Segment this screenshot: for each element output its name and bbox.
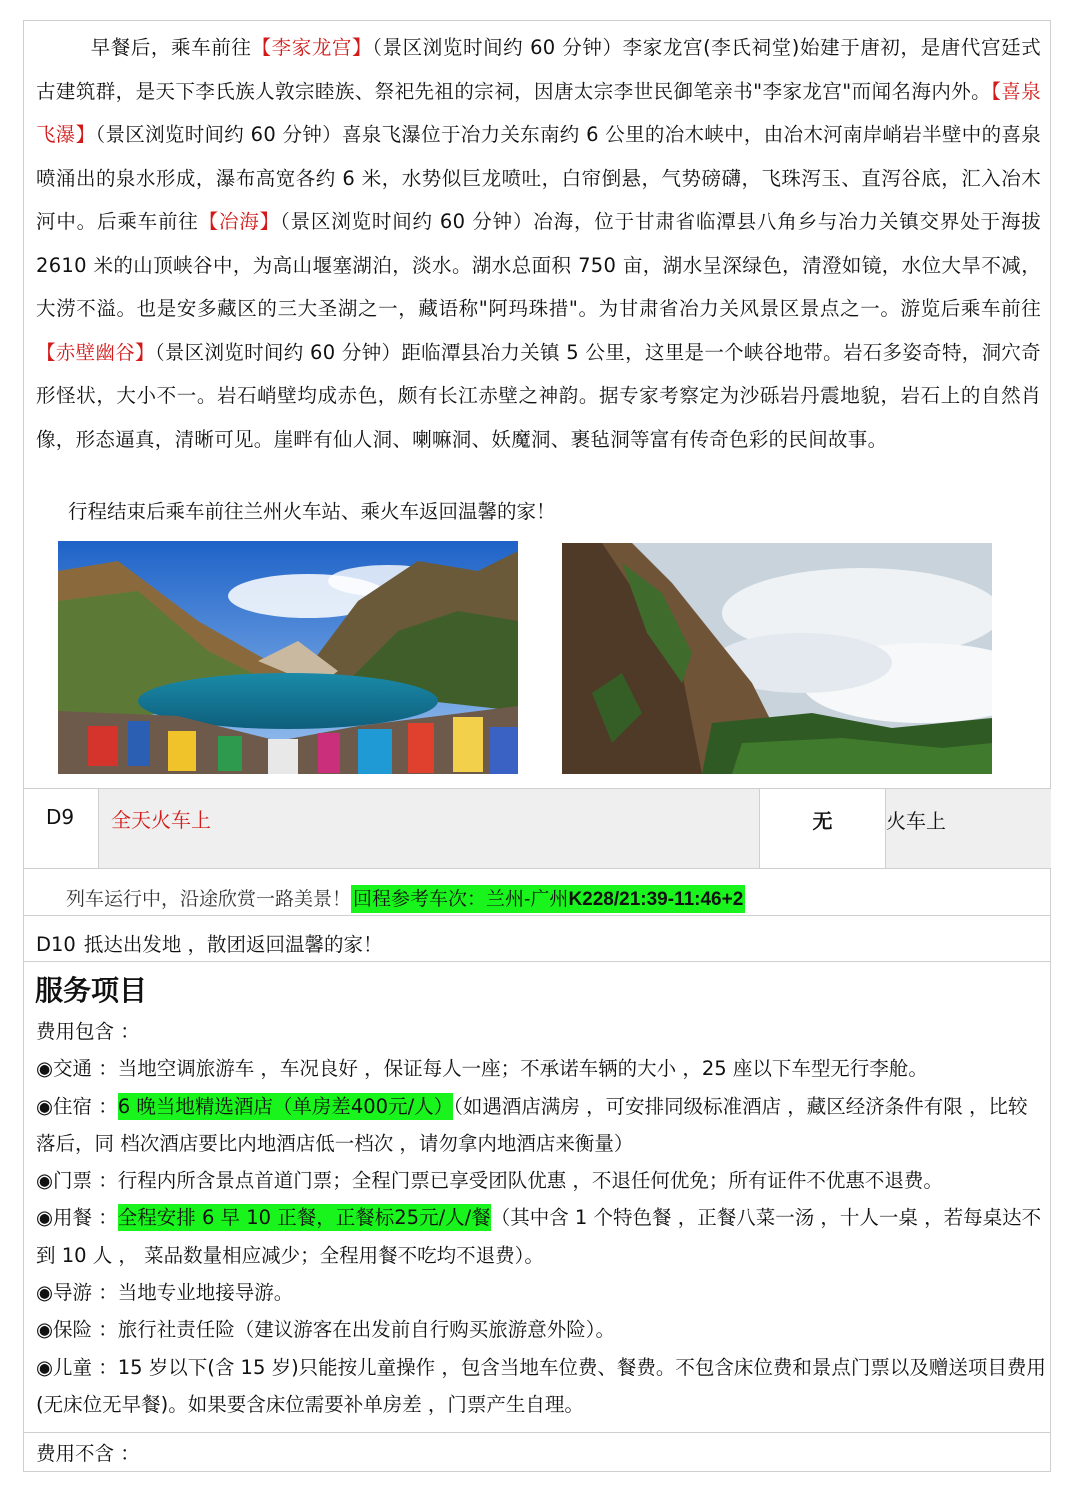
bullet-icon: ◉ bbox=[36, 1169, 54, 1193]
meals-highlight: 全程安排 6 早 10 正餐，正餐标25元/人/餐 bbox=[117, 1206, 491, 1230]
lake-photo-illustration bbox=[58, 541, 518, 774]
itinerary-paragraph bbox=[36, 26, 1041, 461]
service-text: ：当地空调旅游车 ，车况良好 ，保证每人一座；不承诺车辆的大小 ，25 座以下车型无行李舱。 bbox=[98, 1057, 928, 1081]
paragraph-text: （景区浏览时间约 60 分钟）冶海，位于甘肃省临潭县八角乡与冶力关镇交界处于海拔 2610 米的山顶峡谷中，为高山堰塞湖泊，淡水。湖水总面积 750 亩，湖水呈深绿色，清澄如镜，水位大旱不减，大涝不溢。也是安多藏区的三大圣湖之一，藏语称"阿玛珠措"。为甘肃省冶力关风景区景点之一。游览后乘车前往 bbox=[36, 210, 1042, 320]
canyon-photo-illustration bbox=[562, 543, 992, 774]
service-label: 导游 bbox=[53, 1281, 93, 1305]
bullet-icon: ◉ bbox=[36, 1206, 54, 1230]
service-separator: ： bbox=[98, 1094, 118, 1118]
bullet-icon: ◉ bbox=[36, 1281, 54, 1305]
service-insurance bbox=[36, 1311, 1046, 1348]
day-activity: 全天火车上 bbox=[98, 789, 759, 868]
train-reference-label: 回程参考车次：兰州-广州 bbox=[353, 888, 569, 910]
service-text: ：旅行社责任险（建议游客在出发前自行购买旅游意外险）。 bbox=[98, 1318, 615, 1342]
service-guide bbox=[36, 1274, 1046, 1311]
service-text: ：行程内所含景点首道门票；全程门票已享受团队优惠 ，不退任何优免；所有证件不优惠不退费。 bbox=[98, 1169, 943, 1193]
day-10-row bbox=[36, 929, 383, 957]
service-meals bbox=[36, 1199, 1046, 1274]
excluded-label: 费用不含 ： bbox=[36, 1442, 140, 1465]
itinerary-description bbox=[36, 26, 1041, 461]
lake-photo bbox=[58, 541, 518, 774]
paragraph-text: （景区浏览时间约 60 分钟）喜泉飞瀑位于冶力关东南约 6 公里的冶木峡中，由冶木河南岸峭岩半壁中的喜泉喷涌出的泉水形成，瀑布高宽各约 6 米，水势似巨龙喷吐，白帘倒悬，气势磅礴，飞珠泻玉、直泻谷底，汇入冶木河中。后乘车前往 bbox=[36, 123, 1041, 233]
day-label: D10 bbox=[36, 933, 76, 956]
bullet-icon: ◉ bbox=[36, 1355, 54, 1379]
service-text: ：15 岁以下(含 15 岁)只能按儿童操作 ，包含当地车位费、餐费。不包含床位费和景点门票以及赠送项目费用(无床位无早餐)。如果要含床位需要补单房差 ，门票产生自理。 bbox=[36, 1355, 1046, 1416]
service-separator: ： bbox=[98, 1206, 118, 1230]
divider bbox=[23, 961, 1051, 962]
day-lodging: 火车上 bbox=[885, 789, 1051, 868]
service-text: （如遇酒店满房 ，可安排同级标准酒店 ，藏区经济条件有限 ，比较落后，同 档次酒店要比内地酒店低一档次 ，请勿拿内地酒店来衡量） bbox=[36, 1094, 1028, 1155]
included-label: 费用包含 ： bbox=[36, 1020, 140, 1043]
canyon-photo bbox=[562, 543, 992, 774]
lodging-highlight: 6 晚当地精选酒店（单房差400元/人） bbox=[117, 1094, 454, 1118]
train-reference-highlight bbox=[351, 885, 745, 913]
day-meals: 无 bbox=[759, 789, 885, 868]
service-label: 保险 bbox=[53, 1318, 93, 1342]
services-title: 服务项目 bbox=[35, 974, 148, 1007]
day-9-row bbox=[23, 788, 1051, 869]
paragraph-text: （景区浏览时间约 60 分钟）距临潭县冶力关镇 5 公里，这里是一个峡谷地带。岩石多姿奇特，洞穴奇形怪状，大小不一。岩石峭壁均成赤色，颇有长江赤壁之神韵。据专家考察定为沙砾岩丹震地貌，岩石上的自然肖像，形态逼真，清晰可见。崖畔有仙人洞、喇嘛洞、妖魔洞、裹毡洞等富有传奇色彩的民间故事。 bbox=[36, 340, 1041, 451]
service-label: 住宿 bbox=[53, 1094, 93, 1118]
divider bbox=[23, 915, 1051, 916]
day-activity: 抵达出发地 ，散团返回温馨的家！ bbox=[83, 933, 383, 956]
train-code: K228/21:39-11:46+2 bbox=[568, 889, 744, 910]
return-train-info bbox=[66, 884, 745, 911]
paragraph-text: 早餐后，乘车前往 bbox=[90, 36, 252, 59]
service-tickets bbox=[36, 1162, 1046, 1199]
bullet-icon: ◉ bbox=[36, 1318, 54, 1342]
paragraph-text: （景区浏览时间约 60 分钟）李家龙宫(李氏祠堂)始建于唐初，是唐代宫廷式古建筑群，是天下李氏族人敦宗睦族、祭祀先祖的宗祠，因唐太宗李世民御笔亲书"李家龙宫"而闻名海内外。 bbox=[36, 36, 1041, 103]
service-label: 交通 bbox=[53, 1057, 93, 1081]
service-transport bbox=[36, 1050, 1046, 1087]
service-children bbox=[36, 1349, 1046, 1424]
services-included bbox=[36, 1013, 1046, 1423]
closing-line: 行程结束后乘车前往兰州火车站、乘火车返回温馨的家！ bbox=[68, 500, 556, 523]
service-text: （其中含 1 个特色餐 ，正餐八菜一汤 ，十人一桌 ，若每桌达不到 10 人 ， 菜品数量相应减少；全程用餐不吃均不退费）。 bbox=[36, 1206, 1042, 1267]
attraction-xiquan-feipu: 【喜泉飞瀑】 bbox=[36, 79, 1042, 146]
service-label: 门票 bbox=[53, 1169, 93, 1193]
attraction-lijia-longgong: 【李家龙宫】 bbox=[251, 36, 373, 59]
attraction-chibi-yougu: 【赤壁幽谷】 bbox=[36, 340, 155, 364]
divider bbox=[23, 1432, 1051, 1433]
bullet-icon: ◉ bbox=[36, 1057, 54, 1081]
service-lodging bbox=[36, 1088, 1046, 1163]
service-text: ：当地专业地接导游。 bbox=[98, 1281, 294, 1305]
service-label: 儿童 bbox=[53, 1355, 93, 1379]
service-label: 用餐 bbox=[53, 1206, 93, 1230]
day-label: D9 bbox=[46, 805, 75, 829]
bullet-icon: ◉ bbox=[36, 1094, 54, 1118]
train-note: 列车运行中，沿途欣赏一路美景！ bbox=[66, 888, 352, 910]
attraction-yehai: 【冶海】 bbox=[198, 210, 280, 233]
